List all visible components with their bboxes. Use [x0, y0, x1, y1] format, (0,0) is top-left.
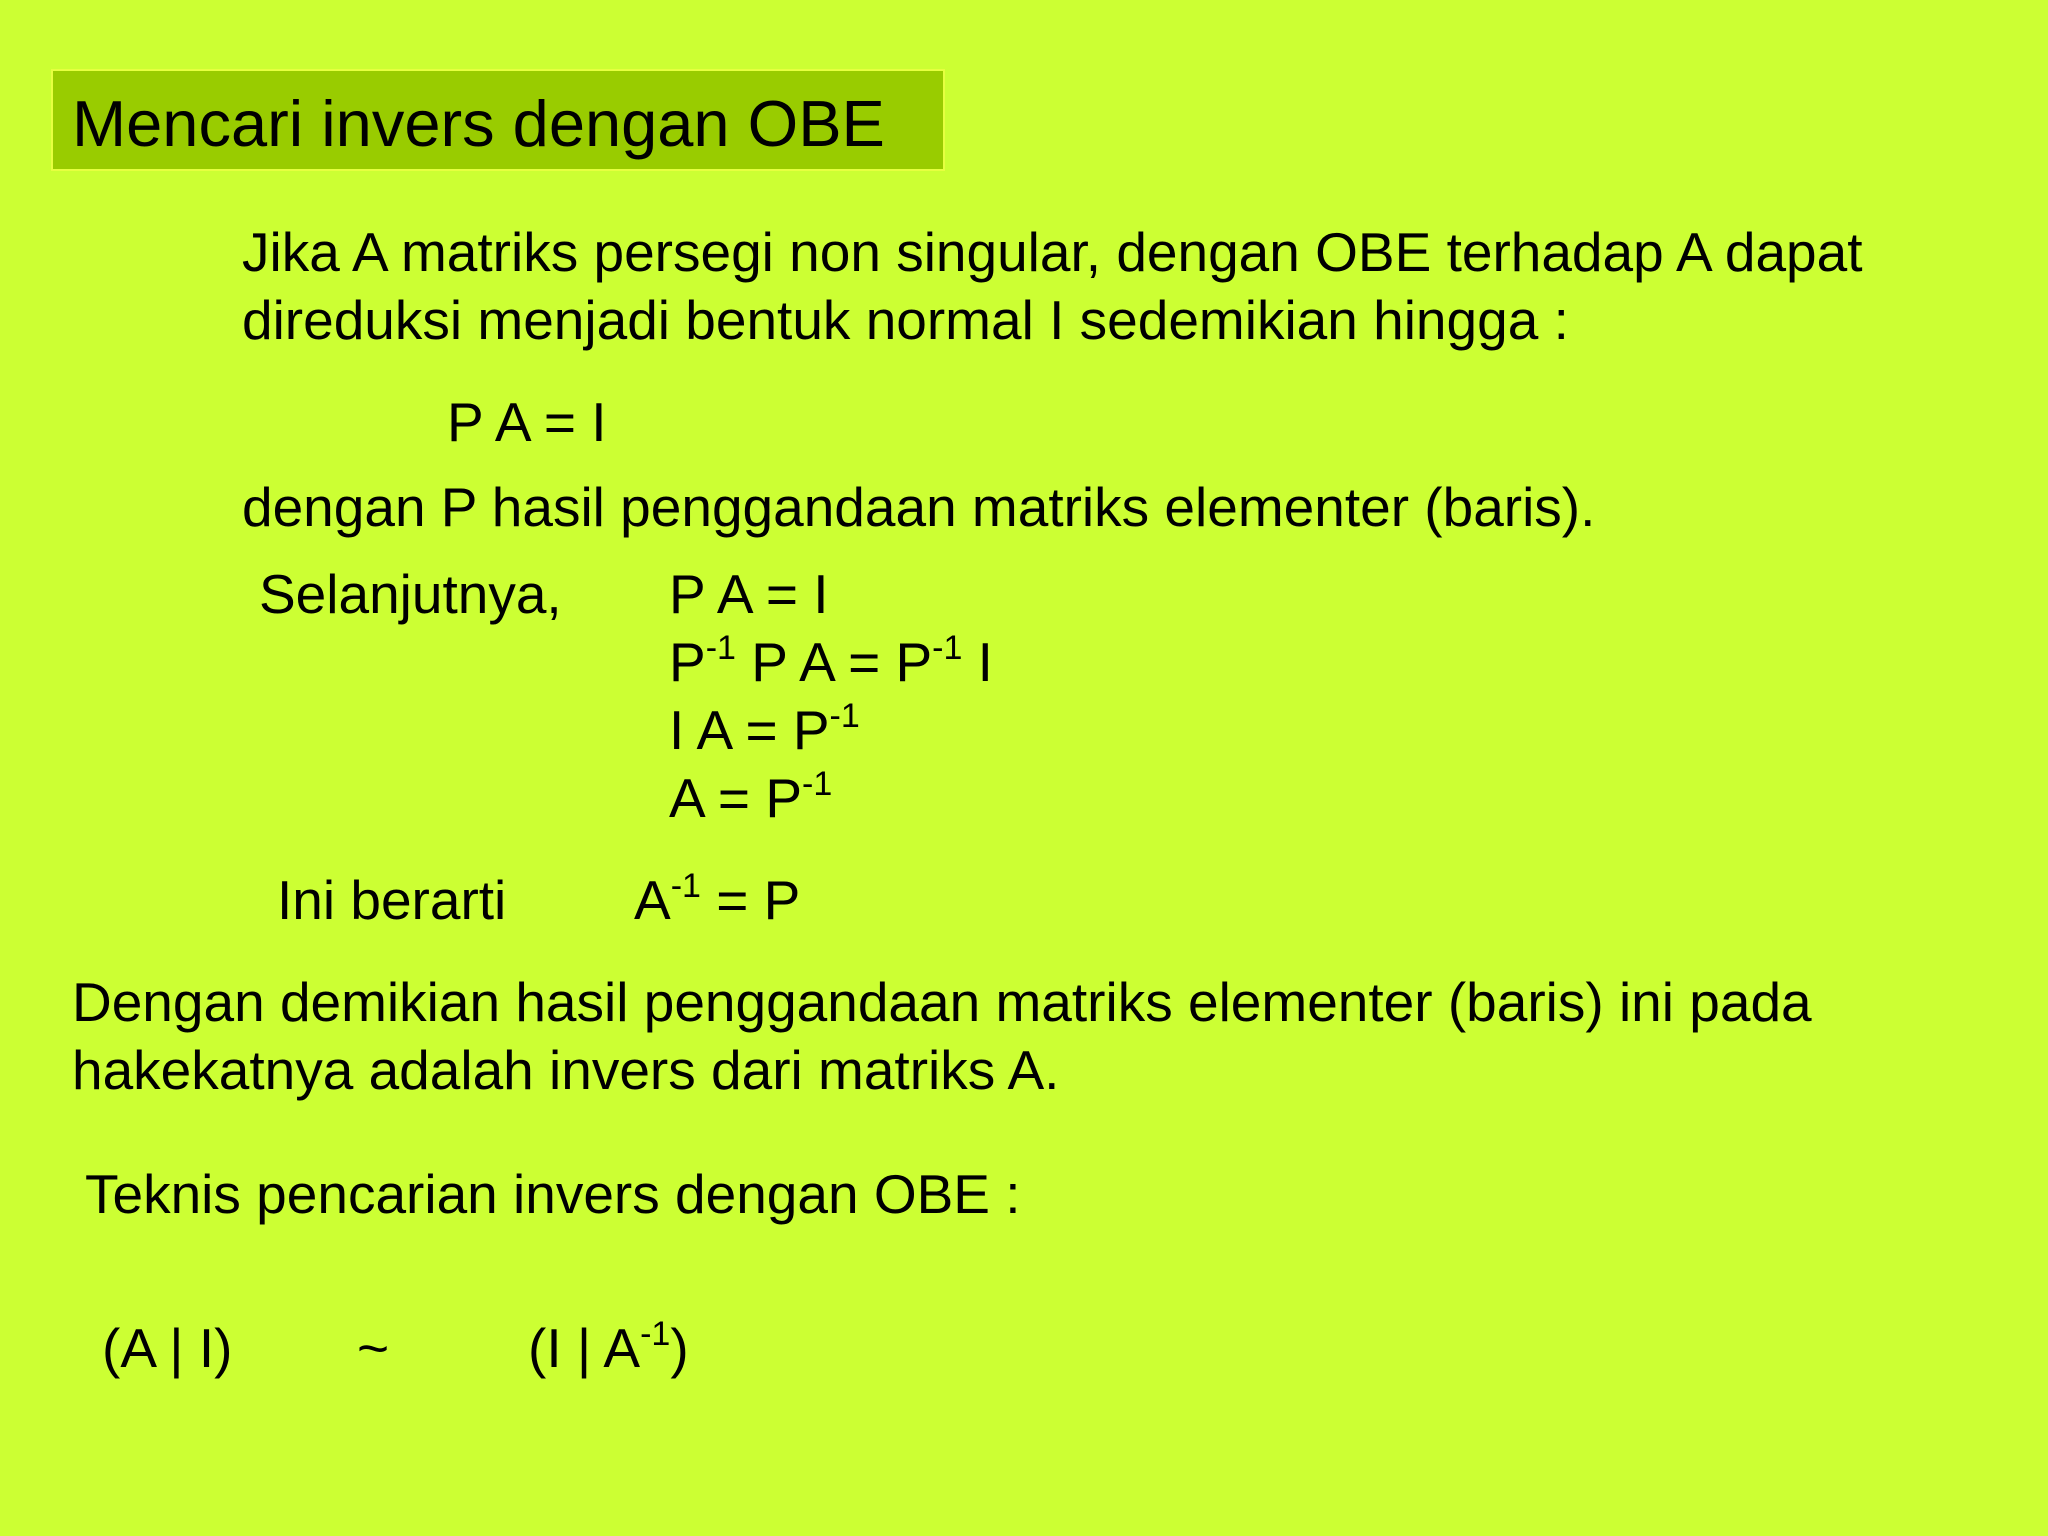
technique-right-part-a: (I | A — [528, 1317, 641, 1379]
meaning-part-b: = P — [700, 869, 801, 931]
step3-sup-a: -1 — [829, 697, 860, 735]
derivation-step-4 — [669, 764, 832, 832]
technique-right-sup: -1 — [640, 1315, 671, 1353]
meaning-sup-a: -1 — [670, 867, 701, 905]
step2-sup-b: -1 — [932, 629, 963, 667]
meaning-label: Ini berarti — [277, 869, 507, 931]
step4-part-a: A = P — [669, 767, 803, 829]
technique-tilde: ~ — [357, 1317, 390, 1379]
meaning-equation — [634, 866, 800, 934]
meaning-part-a: A — [634, 869, 671, 931]
intro-line-1: Jika A matriks persegi non singular, dengan OBE terhadap A dapat — [242, 221, 1863, 283]
p-description: dengan P hasil penggandaan matriks elementer (baris). — [242, 476, 1596, 538]
conclusion-line-2: hakekatnya adalah invers dari matriks A. — [72, 1039, 1060, 1101]
step2-sup-a: -1 — [705, 629, 736, 667]
technique-label: Teknis pencarian invers dengan OBE : — [85, 1163, 1021, 1225]
step4-sup-a: -1 — [802, 765, 833, 803]
step2-part-c: I — [962, 631, 993, 693]
derivation-step-1: P A = I — [669, 563, 829, 625]
step2-part-b: P A = P — [735, 631, 933, 693]
technique-left: (A | I) — [102, 1317, 233, 1379]
derivation-step-3 — [669, 696, 860, 764]
intro-line-2: direduksi menjadi bentuk normal I sedemikian hingga : — [242, 289, 1569, 351]
main-equation: P A = I — [447, 391, 607, 453]
step2-part-a: P — [669, 631, 706, 693]
technique-right-part-b: ) — [670, 1317, 689, 1379]
technique-right — [528, 1314, 689, 1382]
slide-title: Mencari invers dengan OBE — [72, 87, 885, 160]
derivation-step-2 — [669, 628, 993, 696]
next-label: Selanjutnya, — [259, 563, 562, 625]
conclusion-line-1: Dengan demikian hasil penggandaan matriks elementer (baris) ini pada — [72, 971, 1812, 1033]
step3-part-a: I A = P — [669, 699, 830, 761]
